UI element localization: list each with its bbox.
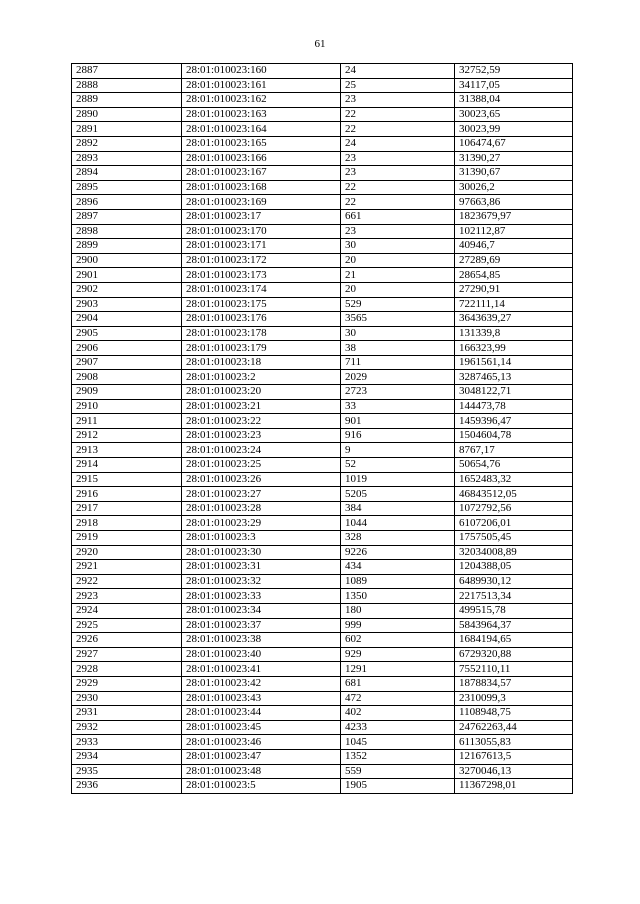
- cadastral-value-cell: 3048122,71: [455, 385, 573, 400]
- cadastral-value-cell: 106474,67: [455, 136, 573, 151]
- cadastral-value-cell: 1961561,14: [455, 355, 573, 370]
- row-number-cell: 2911: [72, 414, 182, 429]
- cadastral-number-cell: 28:01:010023:45: [182, 720, 341, 735]
- table-row: [72, 326, 573, 341]
- table-row: [72, 647, 573, 662]
- row-number-cell: 2921: [72, 560, 182, 575]
- row-number-cell: 2901: [72, 268, 182, 283]
- area-cell: 9: [341, 443, 455, 458]
- row-number-cell: 2900: [72, 253, 182, 268]
- table-row: [72, 501, 573, 516]
- table-row: [72, 589, 573, 604]
- table-row: [72, 633, 573, 648]
- cadastral-number-cell: 28:01:010023:47: [182, 749, 341, 764]
- table-row: [72, 151, 573, 166]
- row-number-cell: 2927: [72, 647, 182, 662]
- area-cell: 20: [341, 282, 455, 297]
- row-number-cell: 2902: [72, 282, 182, 297]
- row-number-cell: 2918: [72, 516, 182, 531]
- cadastral-number-cell: 28:01:010023:163: [182, 107, 341, 122]
- area-cell: 9226: [341, 545, 455, 560]
- table-row: [72, 312, 573, 327]
- table-row: [72, 355, 573, 370]
- area-cell: 30: [341, 239, 455, 254]
- cadastral-value-cell: 31390,67: [455, 166, 573, 181]
- cadastral-number-cell: 28:01:010023:29: [182, 516, 341, 531]
- table-row: [72, 341, 573, 356]
- row-number-cell: 2929: [72, 676, 182, 691]
- table-row: [72, 78, 573, 93]
- cadastral-number-cell: 28:01:010023:33: [182, 589, 341, 604]
- cadastral-number-cell: 28:01:010023:48: [182, 764, 341, 779]
- cadastral-number-cell: 28:01:010023:5: [182, 779, 341, 794]
- area-cell: 1019: [341, 472, 455, 487]
- area-cell: 22: [341, 180, 455, 195]
- cadastral-number-cell: 28:01:010023:43: [182, 691, 341, 706]
- area-cell: 23: [341, 224, 455, 239]
- cadastral-number-cell: 28:01:010023:24: [182, 443, 341, 458]
- area-cell: 472: [341, 691, 455, 706]
- row-number-cell: 2916: [72, 487, 182, 502]
- table-row: [72, 676, 573, 691]
- cadastral-value-cell: 1108948,75: [455, 706, 573, 721]
- row-number-cell: 2924: [72, 603, 182, 618]
- cadastral-number-cell: 28:01:010023:42: [182, 676, 341, 691]
- row-number-cell: 2932: [72, 720, 182, 735]
- cadastral-value-cell: 8767,17: [455, 443, 573, 458]
- table-row: [72, 180, 573, 195]
- cadastral-value-cell: 2310099,3: [455, 691, 573, 706]
- row-number-cell: 2920: [72, 545, 182, 560]
- cadastral-value-cell: 12167613,5: [455, 749, 573, 764]
- row-number-cell: 2930: [72, 691, 182, 706]
- row-number-cell: 2934: [72, 749, 182, 764]
- table-row: [72, 749, 573, 764]
- row-number-cell: 2905: [72, 326, 182, 341]
- area-cell: 20: [341, 253, 455, 268]
- cadastral-value-cell: 24762263,44: [455, 720, 573, 735]
- cadastral-number-cell: 28:01:010023:161: [182, 78, 341, 93]
- area-cell: 1044: [341, 516, 455, 531]
- table-row: [72, 195, 573, 210]
- table-row: [72, 472, 573, 487]
- table-row: [72, 443, 573, 458]
- cadastral-number-cell: 28:01:010023:179: [182, 341, 341, 356]
- cadastral-value-cell: 1757505,45: [455, 531, 573, 546]
- cadastral-value-cell: 11367298,01: [455, 779, 573, 794]
- cadastral-value-cell: 1072792,56: [455, 501, 573, 516]
- cadastral-number-cell: 28:01:010023:169: [182, 195, 341, 210]
- row-number-cell: 2936: [72, 779, 182, 794]
- cadastral-value-cell: 97663,86: [455, 195, 573, 210]
- area-cell: 38: [341, 341, 455, 356]
- cadastral-number-cell: 28:01:010023:175: [182, 297, 341, 312]
- table-row: [72, 107, 573, 122]
- cadastral-number-cell: 28:01:010023:21: [182, 399, 341, 414]
- table-row: [72, 224, 573, 239]
- table-row: [72, 779, 573, 794]
- cadastral-value-cell: 7552110,11: [455, 662, 573, 677]
- table-row: [72, 618, 573, 633]
- table-body: [72, 64, 573, 794]
- cadastral-value-cell: 27289,69: [455, 253, 573, 268]
- row-number-cell: 2898: [72, 224, 182, 239]
- row-number-cell: 2892: [72, 136, 182, 151]
- cadastral-value-cell: 131339,8: [455, 326, 573, 341]
- table-row: [72, 166, 573, 181]
- table-row: [72, 428, 573, 443]
- cadastral-value-cell: 28654,85: [455, 268, 573, 283]
- table-row: [72, 720, 573, 735]
- cadastral-value-cell: 3287465,13: [455, 370, 573, 385]
- cadastral-value-cell: 6107206,01: [455, 516, 573, 531]
- area-cell: 3565: [341, 312, 455, 327]
- area-cell: 25: [341, 78, 455, 93]
- area-cell: 559: [341, 764, 455, 779]
- cadastral-number-cell: 28:01:010023:167: [182, 166, 341, 181]
- cadastral-number-cell: 28:01:010023:40: [182, 647, 341, 662]
- table-row: [72, 370, 573, 385]
- row-number-cell: 2922: [72, 574, 182, 589]
- cadastral-number-cell: 28:01:010023:168: [182, 180, 341, 195]
- area-cell: 999: [341, 618, 455, 633]
- table-row: [72, 560, 573, 575]
- area-cell: 901: [341, 414, 455, 429]
- area-cell: 24: [341, 136, 455, 151]
- cadastral-number-cell: 28:01:010023:171: [182, 239, 341, 254]
- cadastral-number-cell: 28:01:010023:2: [182, 370, 341, 385]
- area-cell: 1352: [341, 749, 455, 764]
- row-number-cell: 2899: [72, 239, 182, 254]
- area-cell: 1905: [341, 779, 455, 794]
- row-number-cell: 2933: [72, 735, 182, 750]
- cadastral-number-cell: 28:01:010023:160: [182, 64, 341, 79]
- cadastral-number-cell: 28:01:010023:17: [182, 209, 341, 224]
- cadastral-value-cell: 6489930,12: [455, 574, 573, 589]
- cadastral-number-cell: 28:01:010023:18: [182, 355, 341, 370]
- row-number-cell: 2914: [72, 458, 182, 473]
- row-number-cell: 2896: [72, 195, 182, 210]
- cadastral-number-cell: 28:01:010023:25: [182, 458, 341, 473]
- cadastral-number-cell: 28:01:010023:27: [182, 487, 341, 502]
- cadastral-value-cell: 31390,27: [455, 151, 573, 166]
- cadastral-value-cell: 1504604,78: [455, 428, 573, 443]
- cadastral-number-cell: 28:01:010023:31: [182, 560, 341, 575]
- row-number-cell: 2893: [72, 151, 182, 166]
- row-number-cell: 2928: [72, 662, 182, 677]
- row-number-cell: 2897: [72, 209, 182, 224]
- area-cell: 4233: [341, 720, 455, 735]
- cadastral-number-cell: 28:01:010023:165: [182, 136, 341, 151]
- table-row: [72, 574, 573, 589]
- cadastral-value-cell: 3270046,13: [455, 764, 573, 779]
- cadastral-value-cell: 166323,99: [455, 341, 573, 356]
- area-cell: 30: [341, 326, 455, 341]
- area-cell: 1045: [341, 735, 455, 750]
- area-cell: 22: [341, 107, 455, 122]
- area-cell: 681: [341, 676, 455, 691]
- row-number-cell: 2889: [72, 93, 182, 108]
- row-number-cell: 2935: [72, 764, 182, 779]
- table-row: [72, 487, 573, 502]
- table-row: [72, 253, 573, 268]
- cadastral-value-cell: 3643639,27: [455, 312, 573, 327]
- row-number-cell: 2888: [72, 78, 182, 93]
- table-row: [72, 399, 573, 414]
- row-number-cell: 2910: [72, 399, 182, 414]
- cadastral-number-cell: 28:01:010023:38: [182, 633, 341, 648]
- table-row: [72, 458, 573, 473]
- area-cell: 529: [341, 297, 455, 312]
- cadastral-value-cell: 1823679,97: [455, 209, 573, 224]
- area-cell: 328: [341, 531, 455, 546]
- cadastral-value-cell: 30023,99: [455, 122, 573, 137]
- table-row: [72, 297, 573, 312]
- table-row: [72, 136, 573, 151]
- row-number-cell: 2906: [72, 341, 182, 356]
- cadastral-value-cell: 1684194,65: [455, 633, 573, 648]
- cadastral-number-cell: 28:01:010023:26: [182, 472, 341, 487]
- table-row: [72, 268, 573, 283]
- row-number-cell: 2891: [72, 122, 182, 137]
- cadastral-value-cell: 499515,78: [455, 603, 573, 618]
- page-number: 61: [314, 38, 326, 50]
- cadastral-value-cell: 102112,87: [455, 224, 573, 239]
- area-cell: 602: [341, 633, 455, 648]
- cadastral-value-cell: 6729320,88: [455, 647, 573, 662]
- cadastral-value-cell: 144473,78: [455, 399, 573, 414]
- cadastral-number-cell: 28:01:010023:176: [182, 312, 341, 327]
- area-cell: 402: [341, 706, 455, 721]
- cadastral-value-cell: 1652483,32: [455, 472, 573, 487]
- table-row: [72, 93, 573, 108]
- row-number-cell: 2894: [72, 166, 182, 181]
- cadastral-value-cell: 722111,14: [455, 297, 573, 312]
- area-cell: 22: [341, 195, 455, 210]
- row-number-cell: 2890: [72, 107, 182, 122]
- area-cell: 24: [341, 64, 455, 79]
- table-row: [72, 282, 573, 297]
- area-cell: 180: [341, 603, 455, 618]
- cadastral-number-cell: 28:01:010023:41: [182, 662, 341, 677]
- row-number-cell: 2887: [72, 64, 182, 79]
- table-row: [72, 662, 573, 677]
- area-cell: 52: [341, 458, 455, 473]
- table-row: [72, 64, 573, 79]
- row-number-cell: 2909: [72, 385, 182, 400]
- table-row: [72, 545, 573, 560]
- cadastral-value-cell: 34117,05: [455, 78, 573, 93]
- table-row: [72, 603, 573, 618]
- cadastral-value-cell: 1459396,47: [455, 414, 573, 429]
- area-cell: 23: [341, 151, 455, 166]
- cadastral-value-cell: 50654,76: [455, 458, 573, 473]
- cadastral-value-cell: 5843964,37: [455, 618, 573, 633]
- cadastral-number-cell: 28:01:010023:23: [182, 428, 341, 443]
- row-number-cell: 2925: [72, 618, 182, 633]
- cadastral-number-cell: 28:01:010023:22: [182, 414, 341, 429]
- row-number-cell: 2904: [72, 312, 182, 327]
- row-number-cell: 2908: [72, 370, 182, 385]
- cadastral-number-cell: 28:01:010023:20: [182, 385, 341, 400]
- area-cell: 23: [341, 166, 455, 181]
- area-cell: 711: [341, 355, 455, 370]
- area-cell: 1350: [341, 589, 455, 604]
- table-row: [72, 239, 573, 254]
- cadastral-number-cell: 28:01:010023:174: [182, 282, 341, 297]
- cadastral-value-cell: 32752,59: [455, 64, 573, 79]
- area-cell: 5205: [341, 487, 455, 502]
- row-number-cell: 2912: [72, 428, 182, 443]
- row-number-cell: 2903: [72, 297, 182, 312]
- row-number-cell: 2926: [72, 633, 182, 648]
- cadastral-value-cell: 30026,2: [455, 180, 573, 195]
- cadastral-value-cell: 32034008,89: [455, 545, 573, 560]
- area-cell: 661: [341, 209, 455, 224]
- cadastral-value-cell: 27290,91: [455, 282, 573, 297]
- cadastral-table: [71, 63, 573, 794]
- area-cell: 2723: [341, 385, 455, 400]
- area-cell: 929: [341, 647, 455, 662]
- table-row: [72, 531, 573, 546]
- area-cell: 23: [341, 93, 455, 108]
- area-cell: 434: [341, 560, 455, 575]
- cadastral-number-cell: 28:01:010023:166: [182, 151, 341, 166]
- row-number-cell: 2917: [72, 501, 182, 516]
- cadastral-number-cell: 28:01:010023:44: [182, 706, 341, 721]
- cadastral-number-cell: 28:01:010023:3: [182, 531, 341, 546]
- table-row: [72, 209, 573, 224]
- cadastral-value-cell: 40946,7: [455, 239, 573, 254]
- cadastral-number-cell: 28:01:010023:170: [182, 224, 341, 239]
- cadastral-value-cell: 1204388,05: [455, 560, 573, 575]
- row-number-cell: 2895: [72, 180, 182, 195]
- area-cell: 33: [341, 399, 455, 414]
- row-number-cell: 2915: [72, 472, 182, 487]
- table-row: [72, 516, 573, 531]
- cadastral-number-cell: 28:01:010023:172: [182, 253, 341, 268]
- area-cell: 1291: [341, 662, 455, 677]
- table-row: [72, 122, 573, 137]
- table-row: [72, 385, 573, 400]
- cadastral-value-cell: 2217513,34: [455, 589, 573, 604]
- cadastral-number-cell: 28:01:010023:164: [182, 122, 341, 137]
- cadastral-number-cell: 28:01:010023:34: [182, 603, 341, 618]
- area-cell: 22: [341, 122, 455, 137]
- table-row: [72, 691, 573, 706]
- cadastral-value-cell: 1878834,57: [455, 676, 573, 691]
- row-number-cell: 2913: [72, 443, 182, 458]
- cadastral-number-cell: 28:01:010023:162: [182, 93, 341, 108]
- area-cell: 916: [341, 428, 455, 443]
- area-cell: 2029: [341, 370, 455, 385]
- cadastral-number-cell: 28:01:010023:28: [182, 501, 341, 516]
- cadastral-number-cell: 28:01:010023:178: [182, 326, 341, 341]
- table-row: [72, 764, 573, 779]
- area-cell: 21: [341, 268, 455, 283]
- row-number-cell: 2919: [72, 531, 182, 546]
- cadastral-value-cell: 30023,65: [455, 107, 573, 122]
- row-number-cell: 2907: [72, 355, 182, 370]
- cadastral-number-cell: 28:01:010023:32: [182, 574, 341, 589]
- table-row: [72, 735, 573, 750]
- cadastral-value-cell: 6113055,83: [455, 735, 573, 750]
- row-number-cell: 2923: [72, 589, 182, 604]
- table-row: [72, 706, 573, 721]
- cadastral-number-cell: 28:01:010023:173: [182, 268, 341, 283]
- cadastral-number-cell: 28:01:010023:30: [182, 545, 341, 560]
- cadastral-number-cell: 28:01:010023:37: [182, 618, 341, 633]
- cadastral-value-cell: 46843512,05: [455, 487, 573, 502]
- cadastral-value-cell: 31388,04: [455, 93, 573, 108]
- cadastral-number-cell: 28:01:010023:46: [182, 735, 341, 750]
- row-number-cell: 2931: [72, 706, 182, 721]
- area-cell: 1089: [341, 574, 455, 589]
- table-row: [72, 414, 573, 429]
- area-cell: 384: [341, 501, 455, 516]
